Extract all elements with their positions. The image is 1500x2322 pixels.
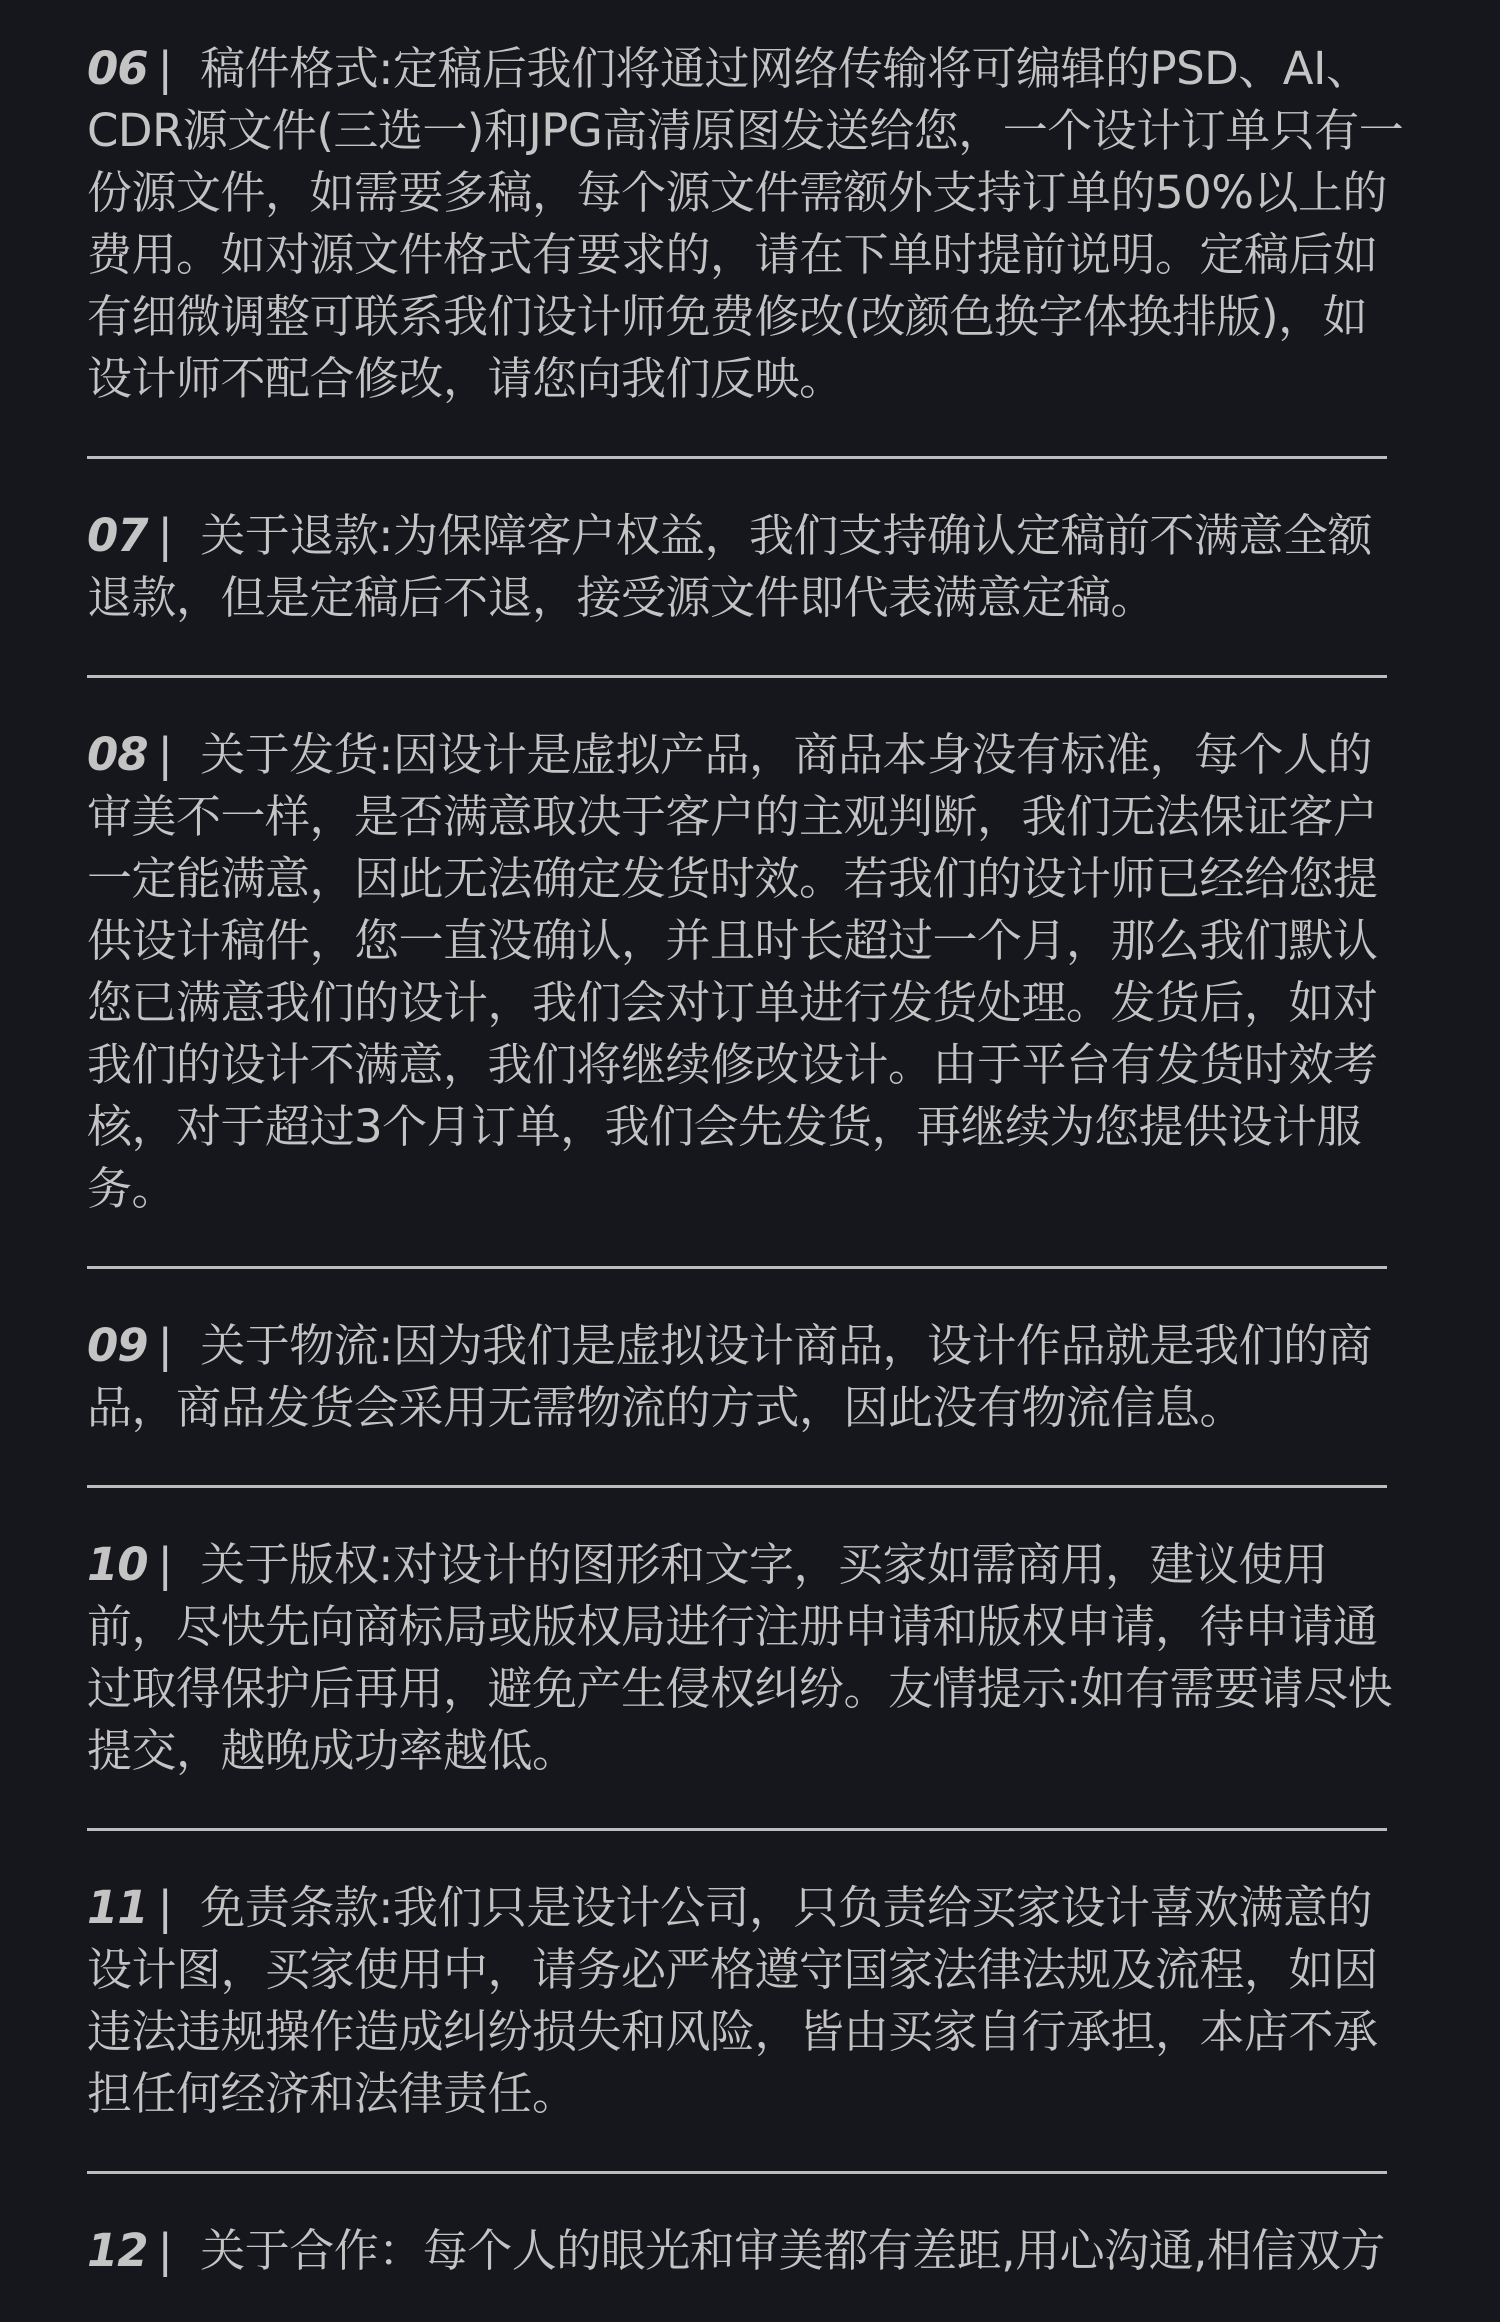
term-item-10 <box>87 1534 1407 1782</box>
term-number: 11 <box>87 1881 148 1934</box>
term-item-09 <box>87 1315 1407 1439</box>
term-text: 关于合作：每个人的眼光和审美都有差距,用心沟通,相信双方 <box>200 2224 1385 2277</box>
term-separator: | <box>157 1538 173 1591</box>
term-number: 06 <box>87 42 148 95</box>
divider <box>87 1485 1387 1488</box>
term-number: 09 <box>87 1319 148 1372</box>
term-item-06 <box>87 38 1407 410</box>
term-separator: | <box>157 1881 173 1934</box>
divider <box>87 456 1387 459</box>
term-number: 12 <box>87 2224 148 2277</box>
divider <box>87 1266 1387 1269</box>
term-text: 关于物流:因为我们是虚拟设计商品，设计作品就是我们的商品，商品发货会采用无需物流的方式，因此没有物流信息。 <box>87 1319 1372 1434</box>
term-text: 关于版权:对设计的图形和文字，买家如需商用，建议使用前，尽快先向商标局或版权局进行注册申请和版权申请，待申请通过取得保护后再用，避免产生侵权纠纷。友情提示:如有需要请尽快提交，越晚成功率越低。 <box>87 1538 1393 1777</box>
term-item-12 <box>87 2220 1407 2282</box>
term-separator: | <box>157 509 173 562</box>
term-number: 07 <box>87 509 148 562</box>
term-separator: | <box>157 1319 173 1372</box>
term-separator: | <box>157 42 173 95</box>
divider <box>87 1828 1387 1831</box>
divider <box>87 2171 1387 2174</box>
term-text: 关于退款:为保障客户权益，我们支持确认定稿前不满意全额退款，但是定稿后不退，接受源文件即代表满意定稿。 <box>87 509 1372 624</box>
terms-list <box>87 38 1407 2282</box>
term-text: 稿件格式:定稿后我们将通过网络传输将可编辑的PSD、AI、CDR源文件(三选一)和JPG高清原图发送给您，一个设计订单只有一份源文件，如需要多稿，每个源文件需额外支持订单的50%以上的费用。如对源文件格式有要求的，请在下单时提前说明。定稿后如有细微调整可联系我们设计师免费修改(改颜色换字体换排版)，如设计师不配合修改，请您向我们反映。 <box>87 42 1404 405</box>
term-item-07 <box>87 505 1407 629</box>
term-number: 08 <box>87 728 148 781</box>
term-text: 关于发货:因设计是虚拟产品，商品本身没有标准，每个人的审美不一样，是否满意取决于客户的主观判断，我们无法保证客户一定能满意，因此无法确定发货时效。若我们的设计师已经给您提供设计稿件，您一直没确认，并且时长超过一个月，那么我们默认您已满意我们的设计，我们会对订单进行发货处理。发货后，如对我们的设计不满意，我们将继续修改设计。由于平台有发货时效考核，对于超过3个月订单，我们会先发货，再继续为您提供设计服务。 <box>87 728 1378 1215</box>
term-text: 免责条款:我们只是设计公司，只负责给买家设计喜欢满意的设计图，买家使用中，请务必严格遵守国家法律法规及流程，如因违法违规操作造成纠纷损失和风险，皆由买家自行承担，本店不承担任何经济和法律责任。 <box>87 1881 1378 2120</box>
term-number: 10 <box>87 1538 148 1591</box>
term-separator: | <box>157 728 173 781</box>
divider <box>87 675 1387 678</box>
term-item-08 <box>87 724 1407 1220</box>
term-separator: | <box>157 2224 173 2277</box>
term-item-11 <box>87 1877 1407 2125</box>
